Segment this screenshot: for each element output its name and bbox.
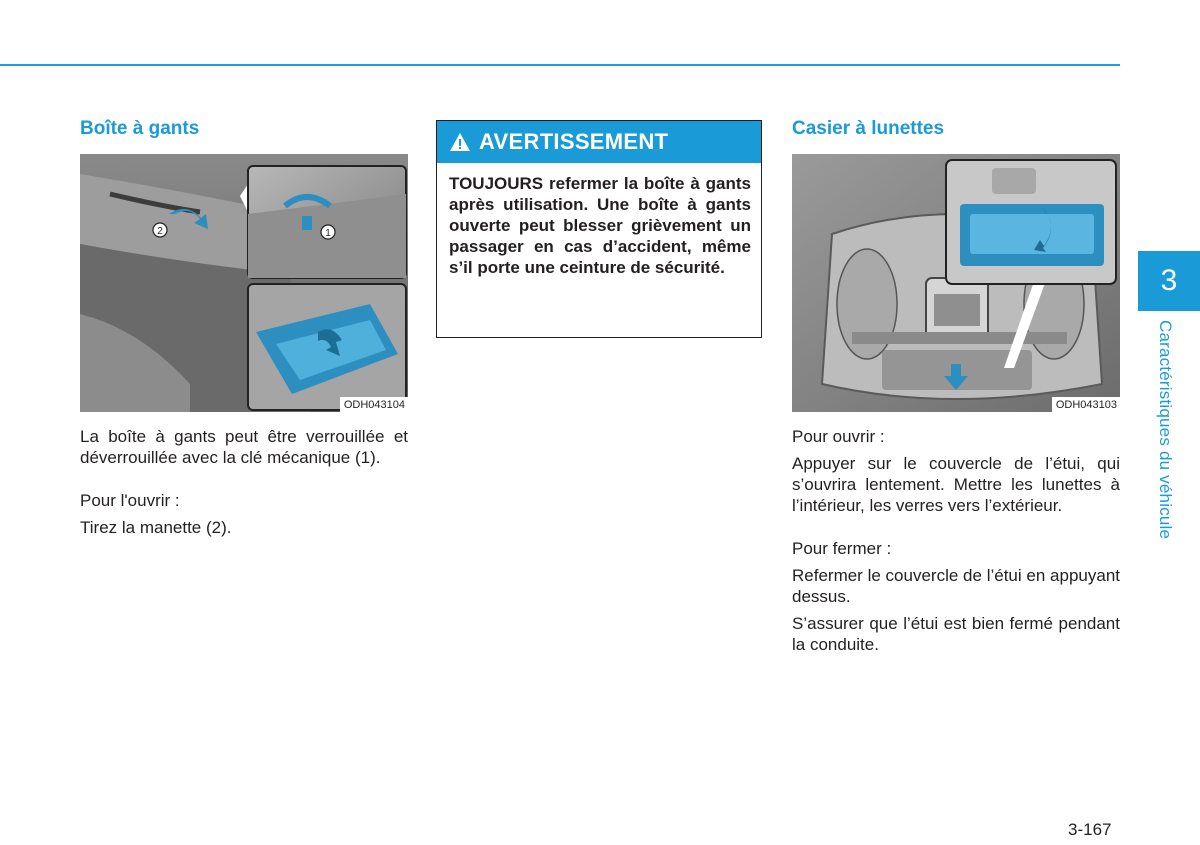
glovebox-illustration (80, 154, 408, 412)
paragraph: La boîte à gants peut être verrouillée et déverrouillée avec la clé mécanique (1). (80, 427, 408, 467)
chapter-number: 3 (1160, 264, 1178, 297)
paragraph: S’assurer que l’étui est bien fermé pendant la conduite. (792, 614, 1120, 654)
glovebox-text (80, 426, 408, 538)
page-number: 3-167 (1068, 820, 1112, 839)
warning-triangle-icon (449, 132, 471, 152)
paragraph: Appuyer sur le couvercle de l’étui, qui s’ouvrira lentement. Mettre les lunettes à l’intérieur, les verres vers l’extérieur. (792, 454, 1120, 515)
sunglass-holder-illustration (792, 154, 1120, 412)
warning-header (437, 121, 761, 163)
sunglass-holder-figure (792, 154, 1120, 412)
section-heading-sunglass-holder: Casier à lunettes (792, 118, 945, 139)
callout-1: 1 (325, 228, 331, 239)
paragraph: Pour fermer : (792, 539, 892, 558)
glovebox-figure (80, 154, 408, 412)
chapter-tab (1138, 251, 1200, 311)
chapter-title: Caractéristiques du véhicule (1156, 320, 1175, 540)
warning-title: AVERTISSEMENT (479, 129, 669, 154)
figure-code: ODH043103 (1052, 397, 1120, 412)
top-rule (0, 64, 1120, 66)
figure-code: ODH043104 (340, 397, 408, 412)
warning-box (436, 120, 762, 338)
paragraph: Refermer le couvercle de l’étui en appuyant dessus. (792, 566, 1120, 606)
paragraph: Pour ouvrir : (792, 427, 885, 446)
sunglass-holder-text (792, 426, 1120, 655)
section-heading-glovebox: Boîte à gants (80, 118, 200, 139)
callout-2: 2 (157, 226, 163, 237)
warning-body: TOUJOURS refermer la boîte à gants après utilisation. Une boîte à gants ouverte peut blesser grièvement un passager en cas d’accident, même s’il porte une ceinture de sécurité. (449, 174, 751, 277)
paragraph: Tirez la manette (2). (80, 518, 232, 537)
paragraph: Pour l'ouvrir : (80, 491, 180, 510)
